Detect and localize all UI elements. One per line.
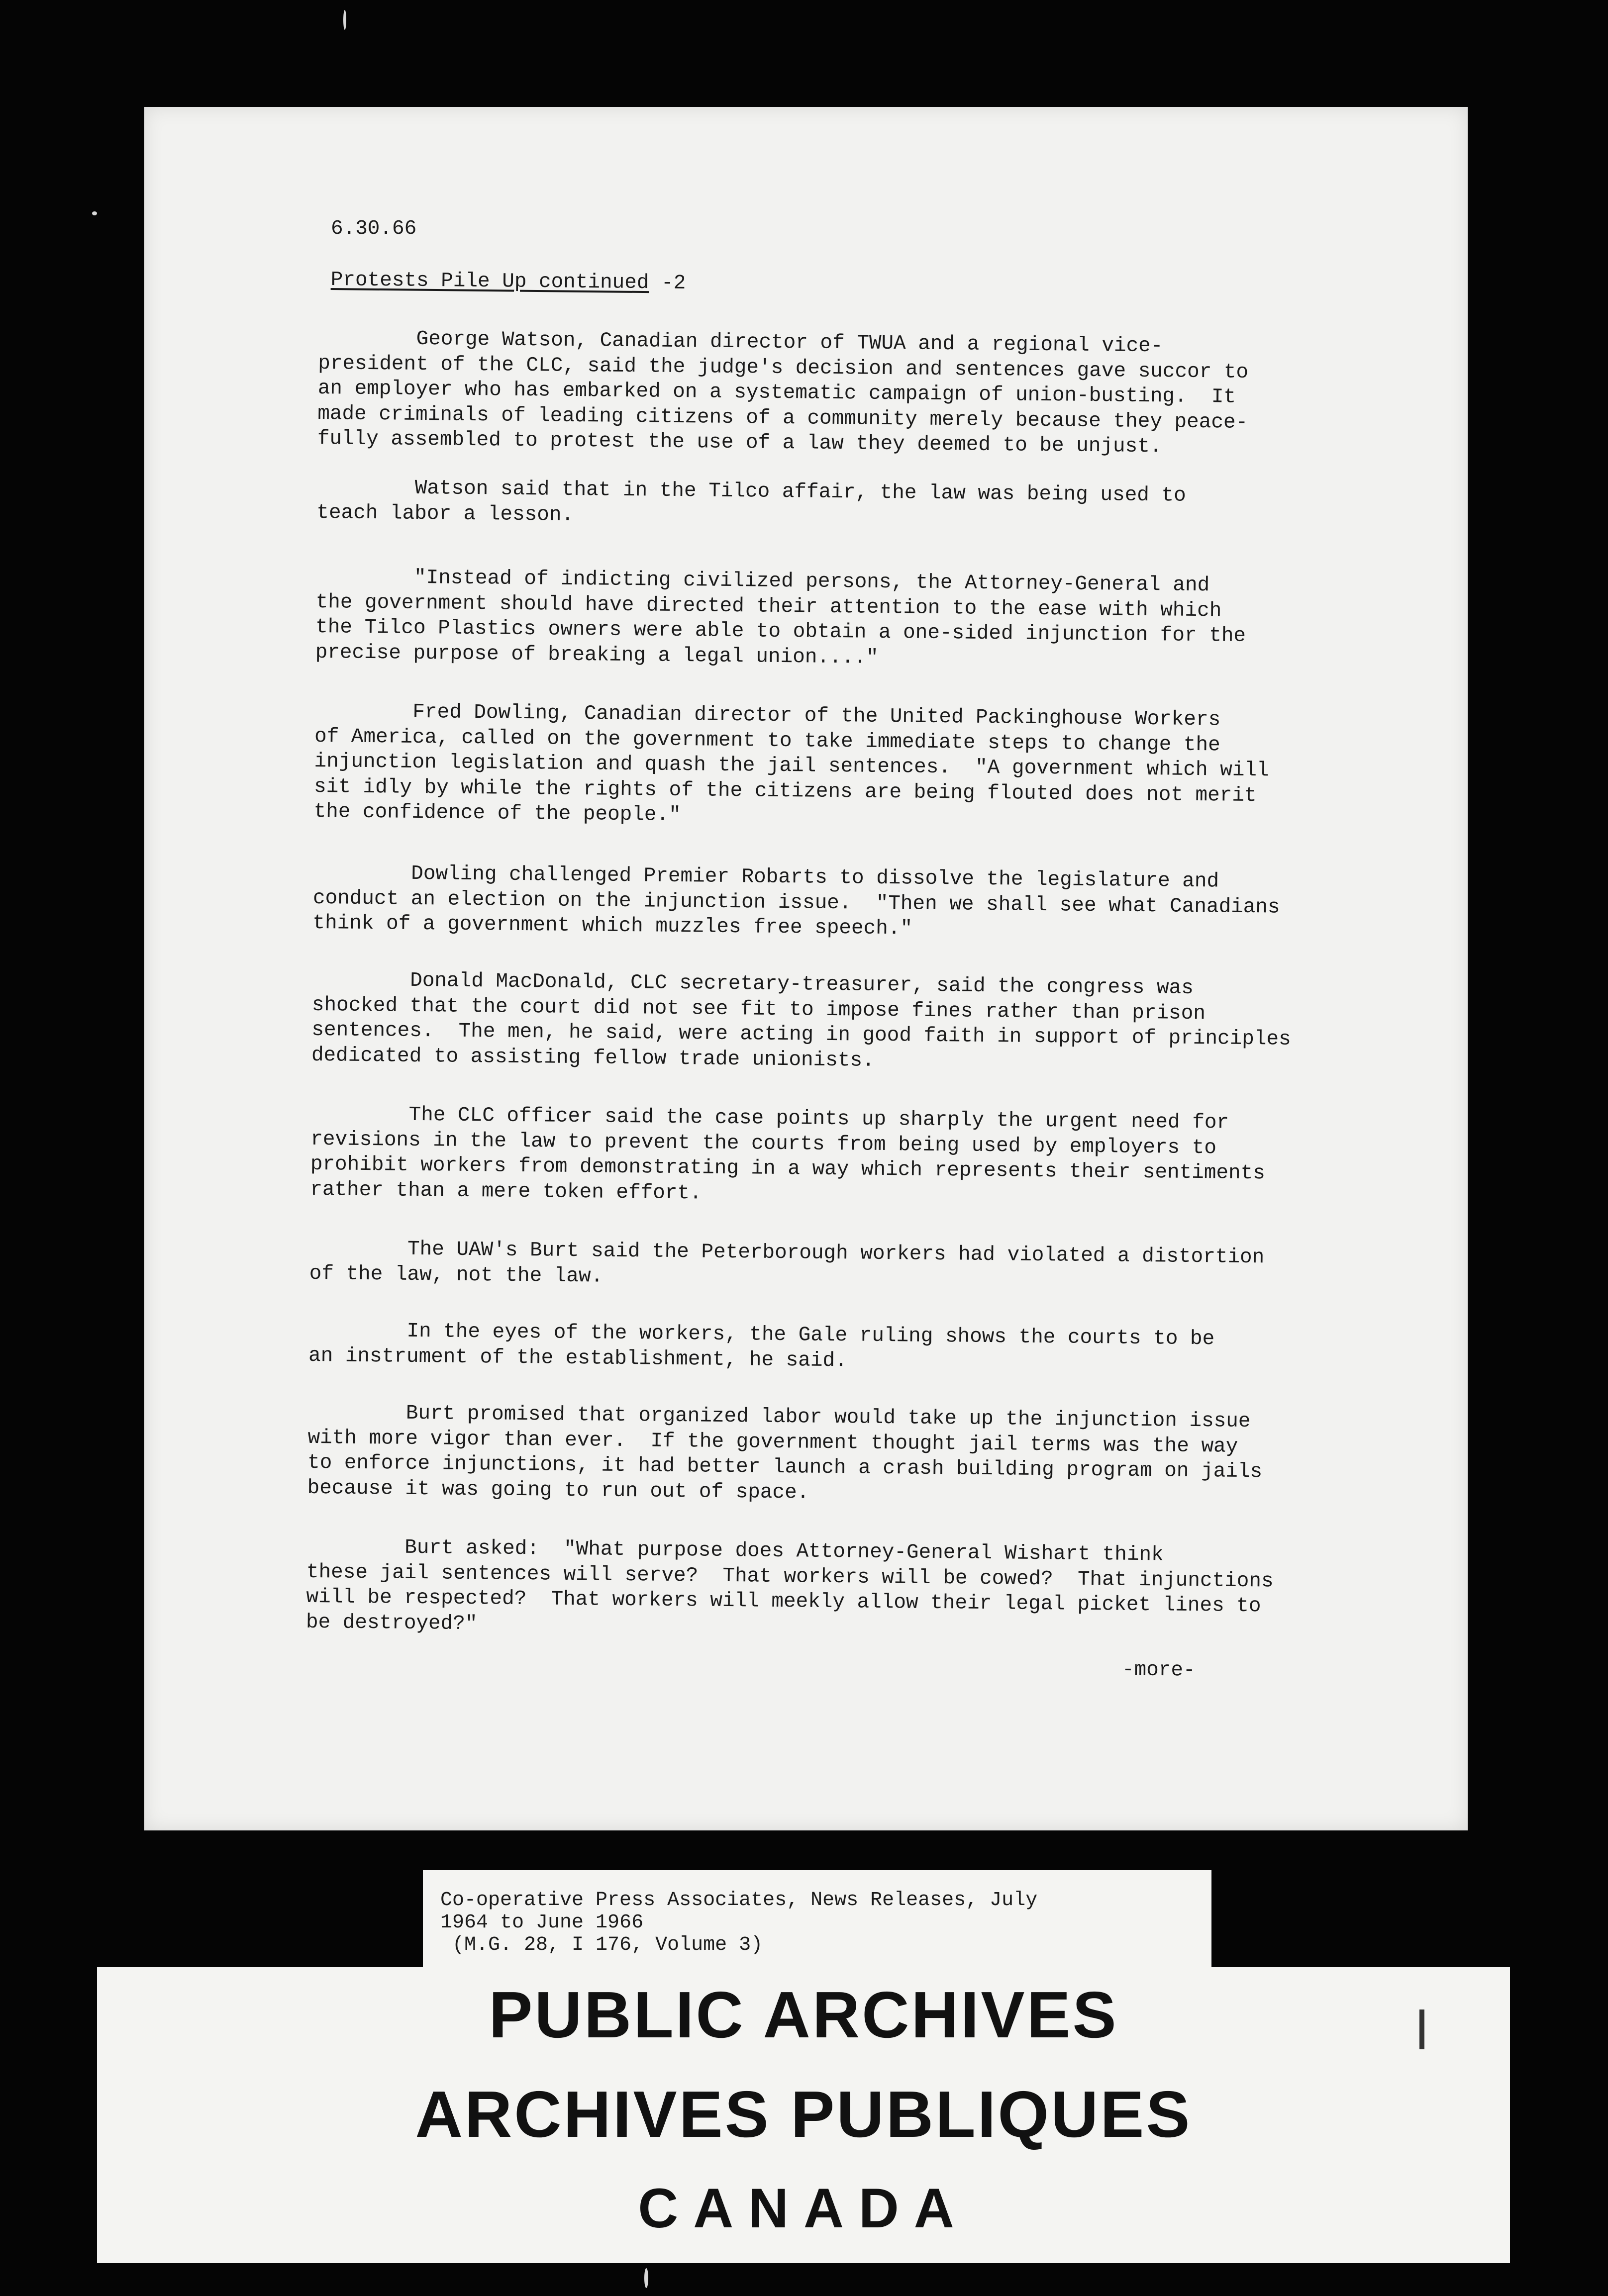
film-mark bbox=[1419, 2009, 1424, 2049]
paragraph: Watson said that in the Tilco affair, the law was being used to teach labor a lesson. bbox=[316, 476, 1186, 527]
archives-title-french: ARCHIVES PUBLIQUES bbox=[415, 2078, 1192, 2151]
film-speck bbox=[644, 2268, 648, 2288]
paragraph: In the eyes of the workers, the Gale ruling shows the courts to be an instrument of the establishment, he said. bbox=[308, 1319, 1215, 1372]
page-number: -2 bbox=[649, 272, 686, 295]
paragraph: Fred Dowling, Canadian director of the United Packinghouse Workers of America, called on the government to take immediate steps to change the injunction legislation and quash the jail sentences. "A government which will sit idly by while the rights of the citizens are being flouted does not merit the confidence of the people." bbox=[313, 699, 1269, 827]
typed-document-page bbox=[144, 107, 1468, 1830]
archives-country: CANADA bbox=[638, 2177, 969, 2239]
heading-title: Protests Pile Up continued bbox=[330, 269, 649, 295]
document-body bbox=[305, 326, 1403, 1635]
document-heading bbox=[331, 269, 686, 295]
archives-title-english: PUBLIC ARCHIVES bbox=[489, 1978, 1118, 2051]
paragraph: The UAW's Burt said the Peterborough workers had violated a distortion of the law, not the law. bbox=[309, 1237, 1265, 1288]
document-date: 6.30.66 bbox=[331, 217, 417, 240]
more-marker: -more- bbox=[1121, 1658, 1196, 1682]
film-speck bbox=[92, 211, 97, 215]
archives-banner bbox=[97, 1967, 1510, 2263]
paragraph: The CLC officer said the case points up sharply the urgent need for revisions in the law to prevent the courts from being used by employers to prohibit workers from demonstrating in a way which represents their sentiments rather than a mere token effort. bbox=[310, 1102, 1266, 1205]
film-speck bbox=[343, 10, 346, 30]
paragraph: George Watson, Canadian director of TWUA and a regional vice- president of the CLC, said the judge's decision and sentences gave succor to an employer who has embarked on a systematic campaign of union-busting. It made criminals of leading citizens of a community merely because they peace- fully assembled to protest the use of a law they deemed to be unjust. bbox=[317, 326, 1249, 459]
paragraph: Dowling challenged Premier Robarts to dissolve the legislature and conduct an election on the injunction issue. "Then we shall see what Canadians think of a government which muzzles free speech." bbox=[312, 861, 1280, 941]
source-citation-slip bbox=[423, 1870, 1211, 1967]
paragraph: Burt promised that organized labor would take up the injunction issue with more vigor than ever. If the government thought jail terms was the way to enforce injunctions, it had better launch a crash building program on jails because it was going to run out of space. bbox=[307, 1401, 1263, 1505]
paragraph: Donald MacDonald, CLC secretary-treasurer, said the congress was shocked that the court did not see fit to impose fines rather than prison sentences. The men, he said, were acting in good faith in support of principles dedicated to assisting fellow trade unionists. bbox=[311, 968, 1291, 1072]
source-citation-text: Co-operative Press Associates, News Releases, July 1964 to June 1966 (M.G. 28, I 176, Volume 3) bbox=[440, 1889, 1038, 1956]
paragraph: Burt asked: "What purpose does Attorney-General Wishart think these jail sentences will serve? That workers will be cowed? That injunctions will be respected? That workers will meekly allow their legal picket lines to be destroyed?" bbox=[305, 1535, 1274, 1635]
paragraph: "Instead of indicting civilized persons, the Attorney-General and the government should have directed their attention to the ease with which the Tilco Plastics owners were able to obtain a one-sided injunction for the precise purpose of breaking a legal union...." bbox=[315, 565, 1246, 670]
